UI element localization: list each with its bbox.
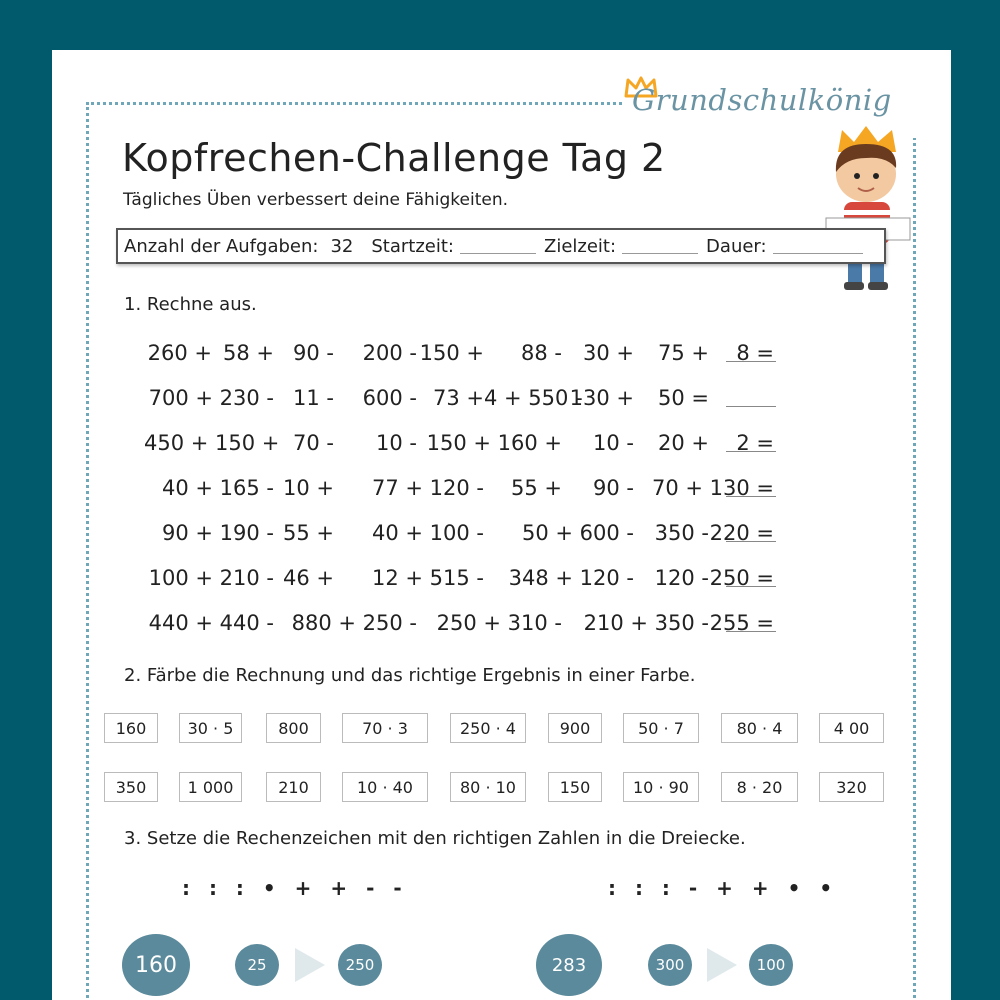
task1-title: 1. Rechne aus.: [124, 294, 257, 315]
equation-term: 77 + 120 -: [371, 476, 484, 500]
equation-term: 55 +: [283, 521, 334, 545]
left-triangle-icon[interactable]: [295, 948, 325, 982]
equation-term: 50 =: [658, 386, 709, 410]
answer-chip[interactable]: 160: [104, 713, 158, 743]
answer-chip[interactable]: 150: [548, 772, 602, 802]
equation-term: 88 -: [521, 341, 562, 365]
equation-row: [144, 566, 784, 596]
right-triangle-icon[interactable]: [707, 948, 737, 982]
equation-term: 2 =: [736, 431, 774, 455]
answer-chip[interactable]: 4 00: [819, 713, 884, 743]
answer-chip[interactable]: 10 · 90: [623, 772, 699, 802]
right-big-circle: 283: [536, 934, 602, 996]
equation-term: 350 -: [654, 521, 709, 545]
equation-term: 10 -: [593, 431, 634, 455]
equation-term: 120 -: [654, 566, 709, 590]
equation-term: 250 =: [709, 566, 774, 590]
equation-term: 46 +: [283, 566, 334, 590]
equation-term: 880 + 250 -: [291, 611, 417, 635]
equation-row: [144, 341, 784, 371]
equation-term: 90 -: [593, 476, 634, 500]
answer-chip[interactable]: 250 · 4: [450, 713, 526, 743]
equation-term: 58 +: [223, 341, 274, 365]
equation-term: 30 +: [583, 341, 634, 365]
left-small-circle-2: 250: [338, 944, 382, 986]
answer-blank[interactable]: [726, 361, 776, 362]
task2-title: 2. Färbe die Rechnung und das richtige Ergebnis in einer Farbe.: [124, 665, 696, 686]
target-time-field[interactable]: [622, 239, 698, 254]
answer-blank[interactable]: [726, 406, 776, 407]
start-time-label: Startzeit:: [371, 235, 454, 257]
equation-term: 50 + 600 -: [521, 521, 634, 545]
equation-term: 90 + 190 -: [161, 521, 274, 545]
equation-term: 150 + 160 +: [426, 431, 562, 455]
equation-term: 220 =: [709, 521, 774, 545]
equation-term: 8 =: [736, 341, 774, 365]
equation-term: 40 + 165 -: [161, 476, 274, 500]
equation-term: 10 +: [283, 476, 334, 500]
equation-row: [144, 386, 784, 416]
equation-term: 450 + 150 +: [144, 431, 280, 455]
info-bar: [116, 228, 886, 264]
answer-chip[interactable]: 210: [266, 772, 321, 802]
duration-field[interactable]: [773, 239, 863, 254]
equation-term: 40 + 100 -: [371, 521, 484, 545]
equation-term: 440 + 440 -: [148, 611, 274, 635]
answer-chip[interactable]: 50 · 7: [623, 713, 699, 743]
target-time-label: Zielzeit:: [543, 235, 617, 257]
answer-blank[interactable]: [726, 631, 776, 632]
duration-label: Dauer:: [706, 235, 767, 257]
equation-term: 130 +: [569, 386, 634, 410]
task-count-value: 32: [330, 235, 354, 257]
equation-term: 90 -: [293, 341, 334, 365]
answer-blank[interactable]: [726, 496, 776, 497]
equation-term: 4 + 550 -: [484, 386, 583, 410]
equation-term: 70 -: [293, 431, 334, 455]
equation-term: 700 + 230 -: [148, 386, 274, 410]
answer-chip[interactable]: 350: [104, 772, 158, 802]
right-small-circle-1: 300: [648, 944, 692, 986]
equation-term: 260 +: [147, 341, 212, 365]
equation-term: 10 -: [376, 431, 417, 455]
answer-chip[interactable]: 30 · 5: [179, 713, 242, 743]
equation-term: 73 +: [433, 386, 484, 410]
right-symbols: : : : - + + • •: [608, 876, 839, 900]
equation-term: 100 + 210 -: [148, 566, 274, 590]
answer-chip[interactable]: 10 · 40: [342, 772, 428, 802]
equation-term: 150 +: [419, 341, 484, 365]
answer-chip[interactable]: 80 · 10: [450, 772, 526, 802]
answer-blank[interactable]: [726, 451, 776, 452]
left-small-circle-1: 25: [235, 944, 279, 986]
answer-chip[interactable]: 70 · 3: [342, 713, 428, 743]
left-big-circle: 160: [122, 934, 190, 996]
answer-chip[interactable]: 8 · 20: [721, 772, 798, 802]
answer-chip[interactable]: 1 000: [179, 772, 242, 802]
equation-term: 255 =: [709, 611, 774, 635]
equation-row: [144, 431, 784, 461]
brand-name: Grundschulkönig: [632, 83, 892, 117]
equation-row: [144, 611, 784, 641]
answer-chip[interactable]: 800: [266, 713, 321, 743]
equation-term: 200 -: [362, 341, 417, 365]
equation-term: 11 -: [293, 386, 334, 410]
start-time-field[interactable]: [460, 239, 536, 254]
worksheet: [52, 50, 951, 1000]
equation-row: [144, 476, 784, 506]
answer-chip[interactable]: 900: [548, 713, 602, 743]
left-symbols: : : : • + + - -: [182, 876, 408, 900]
equation-term: 75 +: [658, 341, 709, 365]
equation-term: 348 + 120 -: [508, 566, 634, 590]
equation-term: 600 -: [362, 386, 417, 410]
equation-term: 20 +: [658, 431, 709, 455]
task-count-label: Anzahl der Aufgaben:: [124, 235, 319, 257]
page-title: Kopfrechen-Challenge Tag 2: [122, 136, 666, 180]
equation-term: 12 + 515 -: [371, 566, 484, 590]
answer-blank[interactable]: [726, 541, 776, 542]
task3-title: 3. Setze die Rechenzeichen mit den richtigen Zahlen in die Dreiecke.: [124, 828, 746, 849]
equation-term: 55 +: [511, 476, 562, 500]
equation-term: 70 + 130 =: [651, 476, 774, 500]
page-subtitle: Tägliches Üben verbessert deine Fähigkeiten.: [123, 190, 509, 210]
equation-term: 250 + 310 -: [436, 611, 562, 635]
kid-illustration: [820, 122, 920, 297]
equation-row: [144, 521, 784, 551]
answer-blank[interactable]: [726, 586, 776, 587]
equation-term: 210 + 350 -: [583, 611, 709, 635]
right-small-circle-2: 100: [749, 944, 793, 986]
answer-chip[interactable]: 80 · 4: [721, 713, 798, 743]
answer-chip[interactable]: 320: [819, 772, 884, 802]
